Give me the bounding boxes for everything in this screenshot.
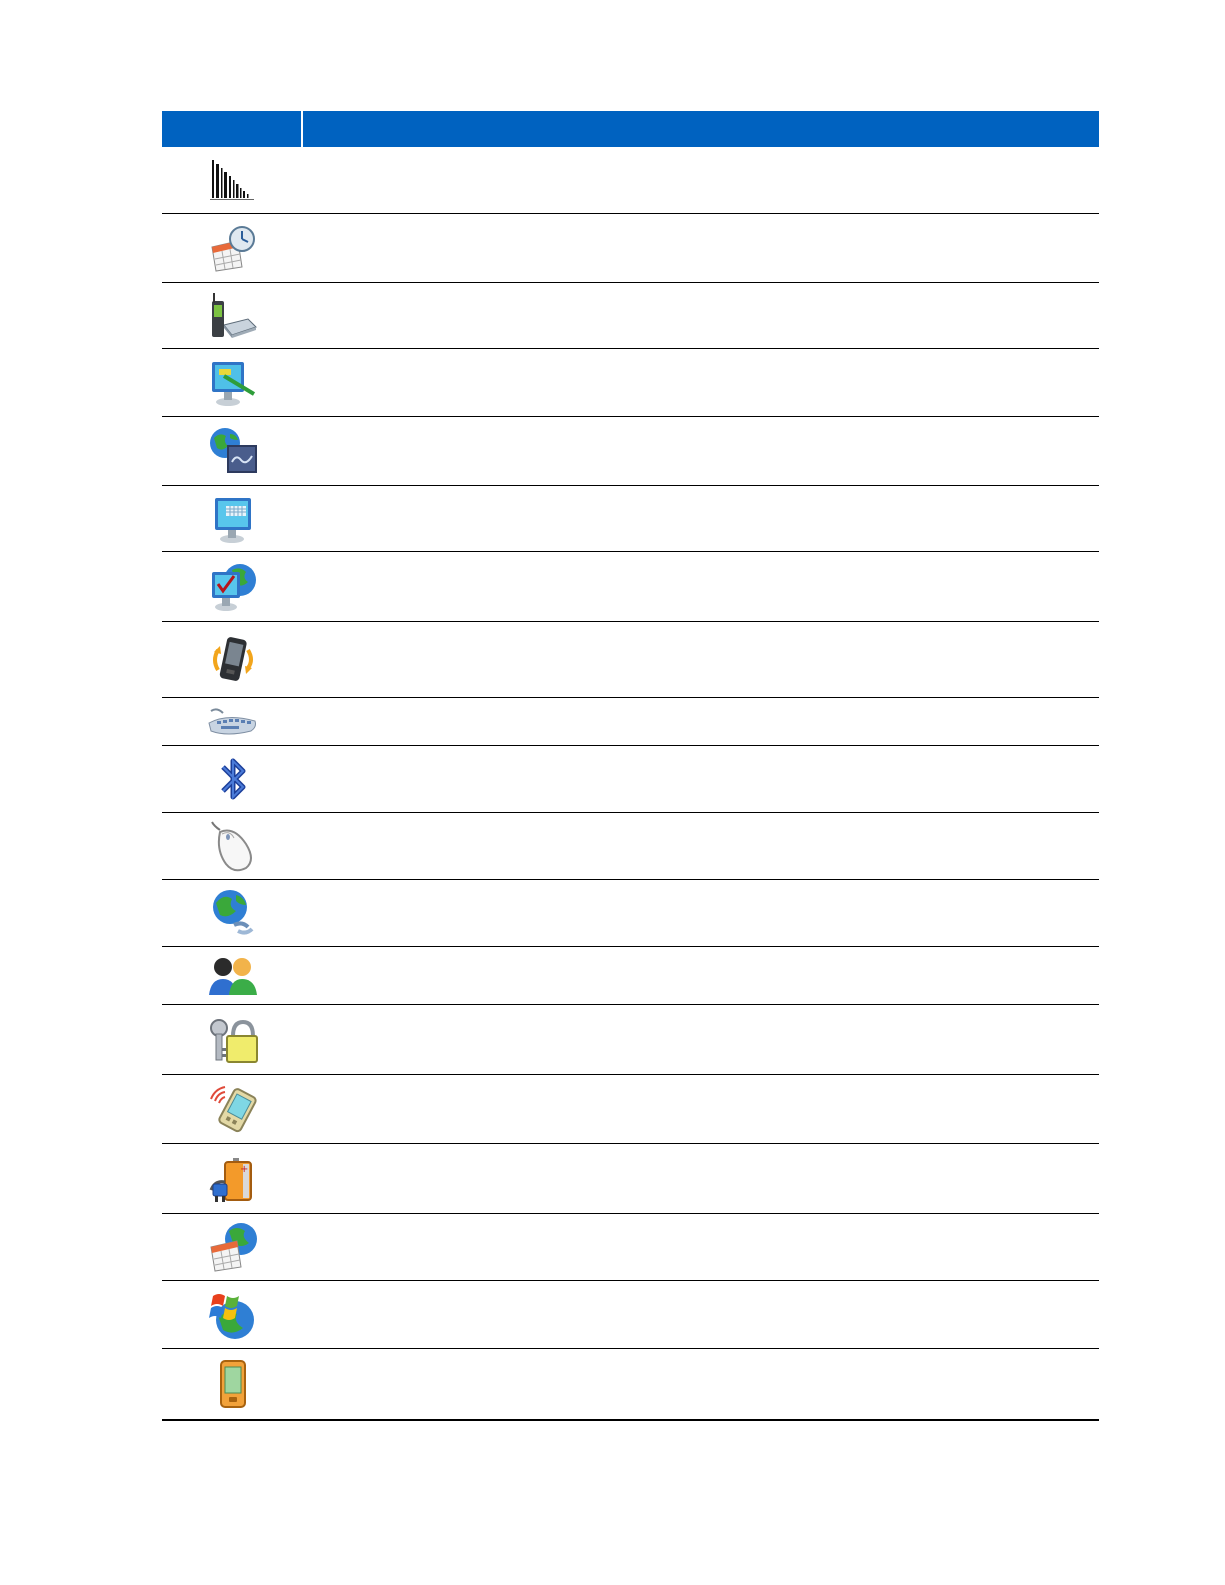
monitor-keyboard-icon xyxy=(162,494,303,544)
handheld-device-icon xyxy=(162,1357,303,1411)
table-row xyxy=(162,1005,1099,1075)
table-row xyxy=(162,283,1099,349)
table-row xyxy=(162,1075,1099,1144)
table-row xyxy=(162,486,1099,552)
mouse-icon xyxy=(162,820,303,872)
wireless-device-icon xyxy=(162,1083,303,1135)
header-icon-column xyxy=(162,111,303,147)
table-row xyxy=(162,417,1099,486)
table-row xyxy=(162,1214,1099,1281)
globe-connection-icon xyxy=(162,887,303,939)
svg-text:+: + xyxy=(239,1163,248,1175)
bluetooth-icon xyxy=(162,753,303,805)
users-icon xyxy=(162,955,303,997)
table-row xyxy=(162,813,1099,880)
table-row xyxy=(162,1281,1099,1349)
icon-table xyxy=(162,111,1099,1421)
power-battery-icon xyxy=(162,1152,303,1206)
table-row xyxy=(162,622,1099,698)
table-row xyxy=(162,880,1099,947)
keys-lock-icon xyxy=(162,1014,303,1066)
monitor-pen-icon xyxy=(162,358,303,408)
barcode-icon xyxy=(162,158,303,202)
table-row xyxy=(162,147,1099,214)
device-rotate-icon xyxy=(162,632,303,688)
windows-globe-icon xyxy=(162,1288,303,1342)
table-row xyxy=(162,214,1099,283)
phone-modem-icon xyxy=(162,291,303,341)
keyboard-icon xyxy=(162,705,303,739)
table-row xyxy=(162,1349,1099,1421)
table-row xyxy=(162,698,1099,746)
clock-calendar-icon xyxy=(162,223,303,273)
table-row xyxy=(162,947,1099,1005)
table-row xyxy=(162,1144,1099,1214)
table-row xyxy=(162,746,1099,813)
table-header xyxy=(162,111,1099,147)
globe-signal-icon xyxy=(162,426,303,476)
table-row xyxy=(162,349,1099,417)
monitor-globe-check-icon xyxy=(162,562,303,612)
header-description-column xyxy=(303,111,1099,147)
calendar-globe-icon xyxy=(162,1221,303,1273)
table-row xyxy=(162,552,1099,622)
